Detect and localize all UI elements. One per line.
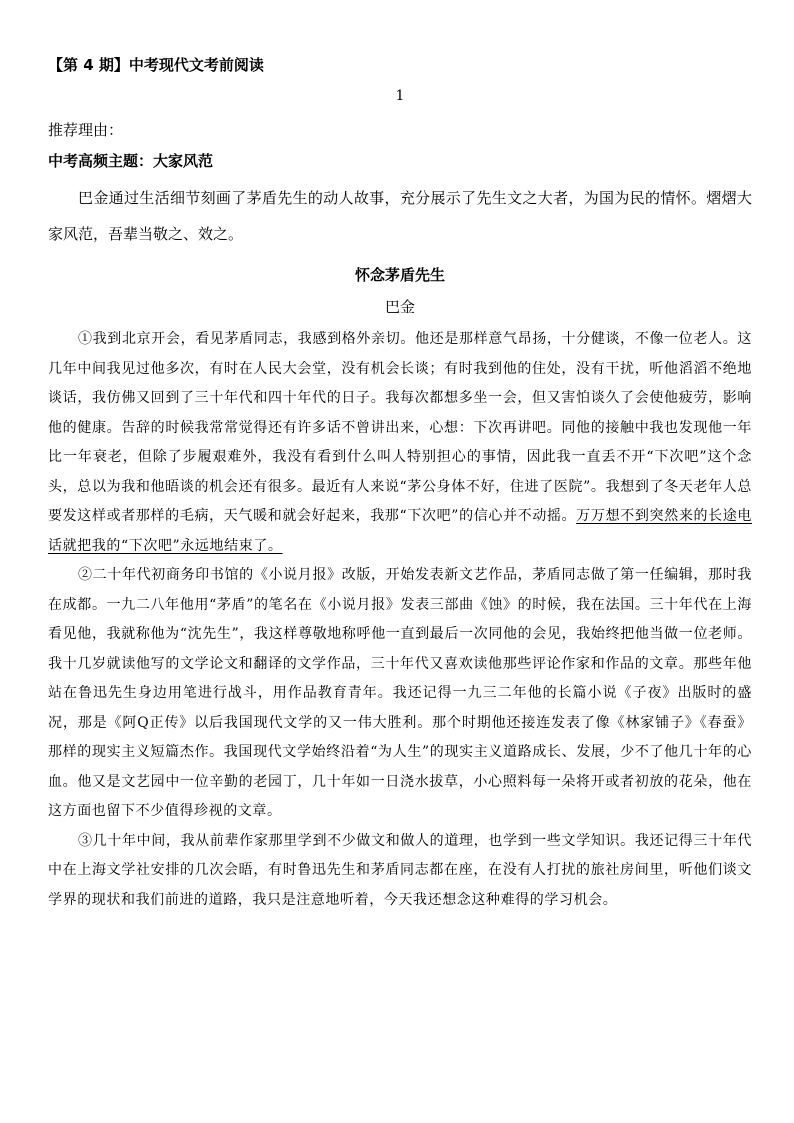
- article-title: 怀念茅盾先生: [354, 266, 445, 284]
- paragraph-1-text: ①我到北京开会，看见茅盾同志，我感到格外亲切。他还是那样意气昂扬，十分健谈，不像一位老人。这几年中间我见过他多次，有时在人民大会堂，没有机会长谈；有时我到他的住处，没有干扰，听他滔滔不绝地谈话，我仿佛又回到了三十年代和四十年代的日子。我每次都想多坐一会，但又害怕谈久了会使他疲劳，影响他的健康。告辞的时候我常常觉得还有许多话不曾讲出来，心想：下次再讲吧。同他的接触中我也发现他一年比一年衰老，但除了步履艰难外，我没有看到什么叫人特别担心的事情，因此我一直丢不开“下次吧”这个念头，总以为我和他晤谈的机会还有很多。最近有人来说“茅公身体不好，住进了医院”。我想到了冬天老年人总要发这样或者那样的毛病，天气暖和就会好起来，我那“下次吧”的信心并不动摇。: [48, 331, 752, 524]
- paragraph-3: ③几十年中间，我从前辈作家那里学到不少做文和做人的道理，也学到一些文学知识。我还记得三十年代中在上海文学社安排的几次会晤，有时鲁迅先生和茅盾同志都在座，在没有人打扰的旅社房间里，听他们谈文学界的现状和我们前进的道路，我只是注意地听着，今天我还想念这种难得的学习机会。: [48, 832, 752, 908]
- intro-paragraph: 巴金通过生活细节刻画了茅盾先生的动人故事，充分展示了先生文之大者，为国为民的情怀。熠熠大家风范，吾辈当敬之、效之。: [48, 189, 752, 243]
- paragraph-2: ②二十年代初商务印书馆的《小说月报》改版，开始发表新文艺作品，茅盾同志做了第一任编辑，那时我在成都。一九二八年他用“茅盾”的笔名在《小说月报》发表三部曲《蚀》的时候，我在法国。三十年代在上海看见他，我就称他为“沈先生”，我这样尊敬地称呼他一直到最后一次同他的会见，我始终把他当做一位老师。我十几岁就读他写的文学论文和翻译的文学作品，三十年代又喜欢读他那些评论作家和作品的文章。那些年他站在鲁迅先生身边用笔进行战斗，用作品教育青年。我还记得一九三二年他的长篇小说《子夜》出版时的盛况，那是《阿Q正传》以后我国现代文学的又一伟大胜利。那个时期他还接连发表了像《林家铺子》《春蚕》那样的现实主义短篇杰作。我国现代文学始终沿着“为人生”的现实主义道路成长、发展，少不了他几十年的心血。他又是文艺园中一位辛勤的老园丁，几十年如一日浇水拔草，小心照料每一朵将开或者初放的花朵，他在这方面也留下不少值得珍视的文章。: [48, 567, 752, 819]
- issue-header: 【第 4 期】中考现代文考前阅读: [48, 56, 264, 74]
- paragraph-1: [48, 325, 752, 561]
- underlined-sentence: 万万想不到突然来的长途电话就把我的“下次吧”永远地结束了。: [48, 508, 753, 554]
- article-body: [48, 325, 752, 915]
- theme-heading: 中考高频主题：大家风范: [48, 152, 214, 170]
- article-author: 巴金: [384, 298, 415, 316]
- recommend-reason-label: 推荐理由：: [48, 121, 124, 139]
- page-number: 1: [395, 88, 405, 104]
